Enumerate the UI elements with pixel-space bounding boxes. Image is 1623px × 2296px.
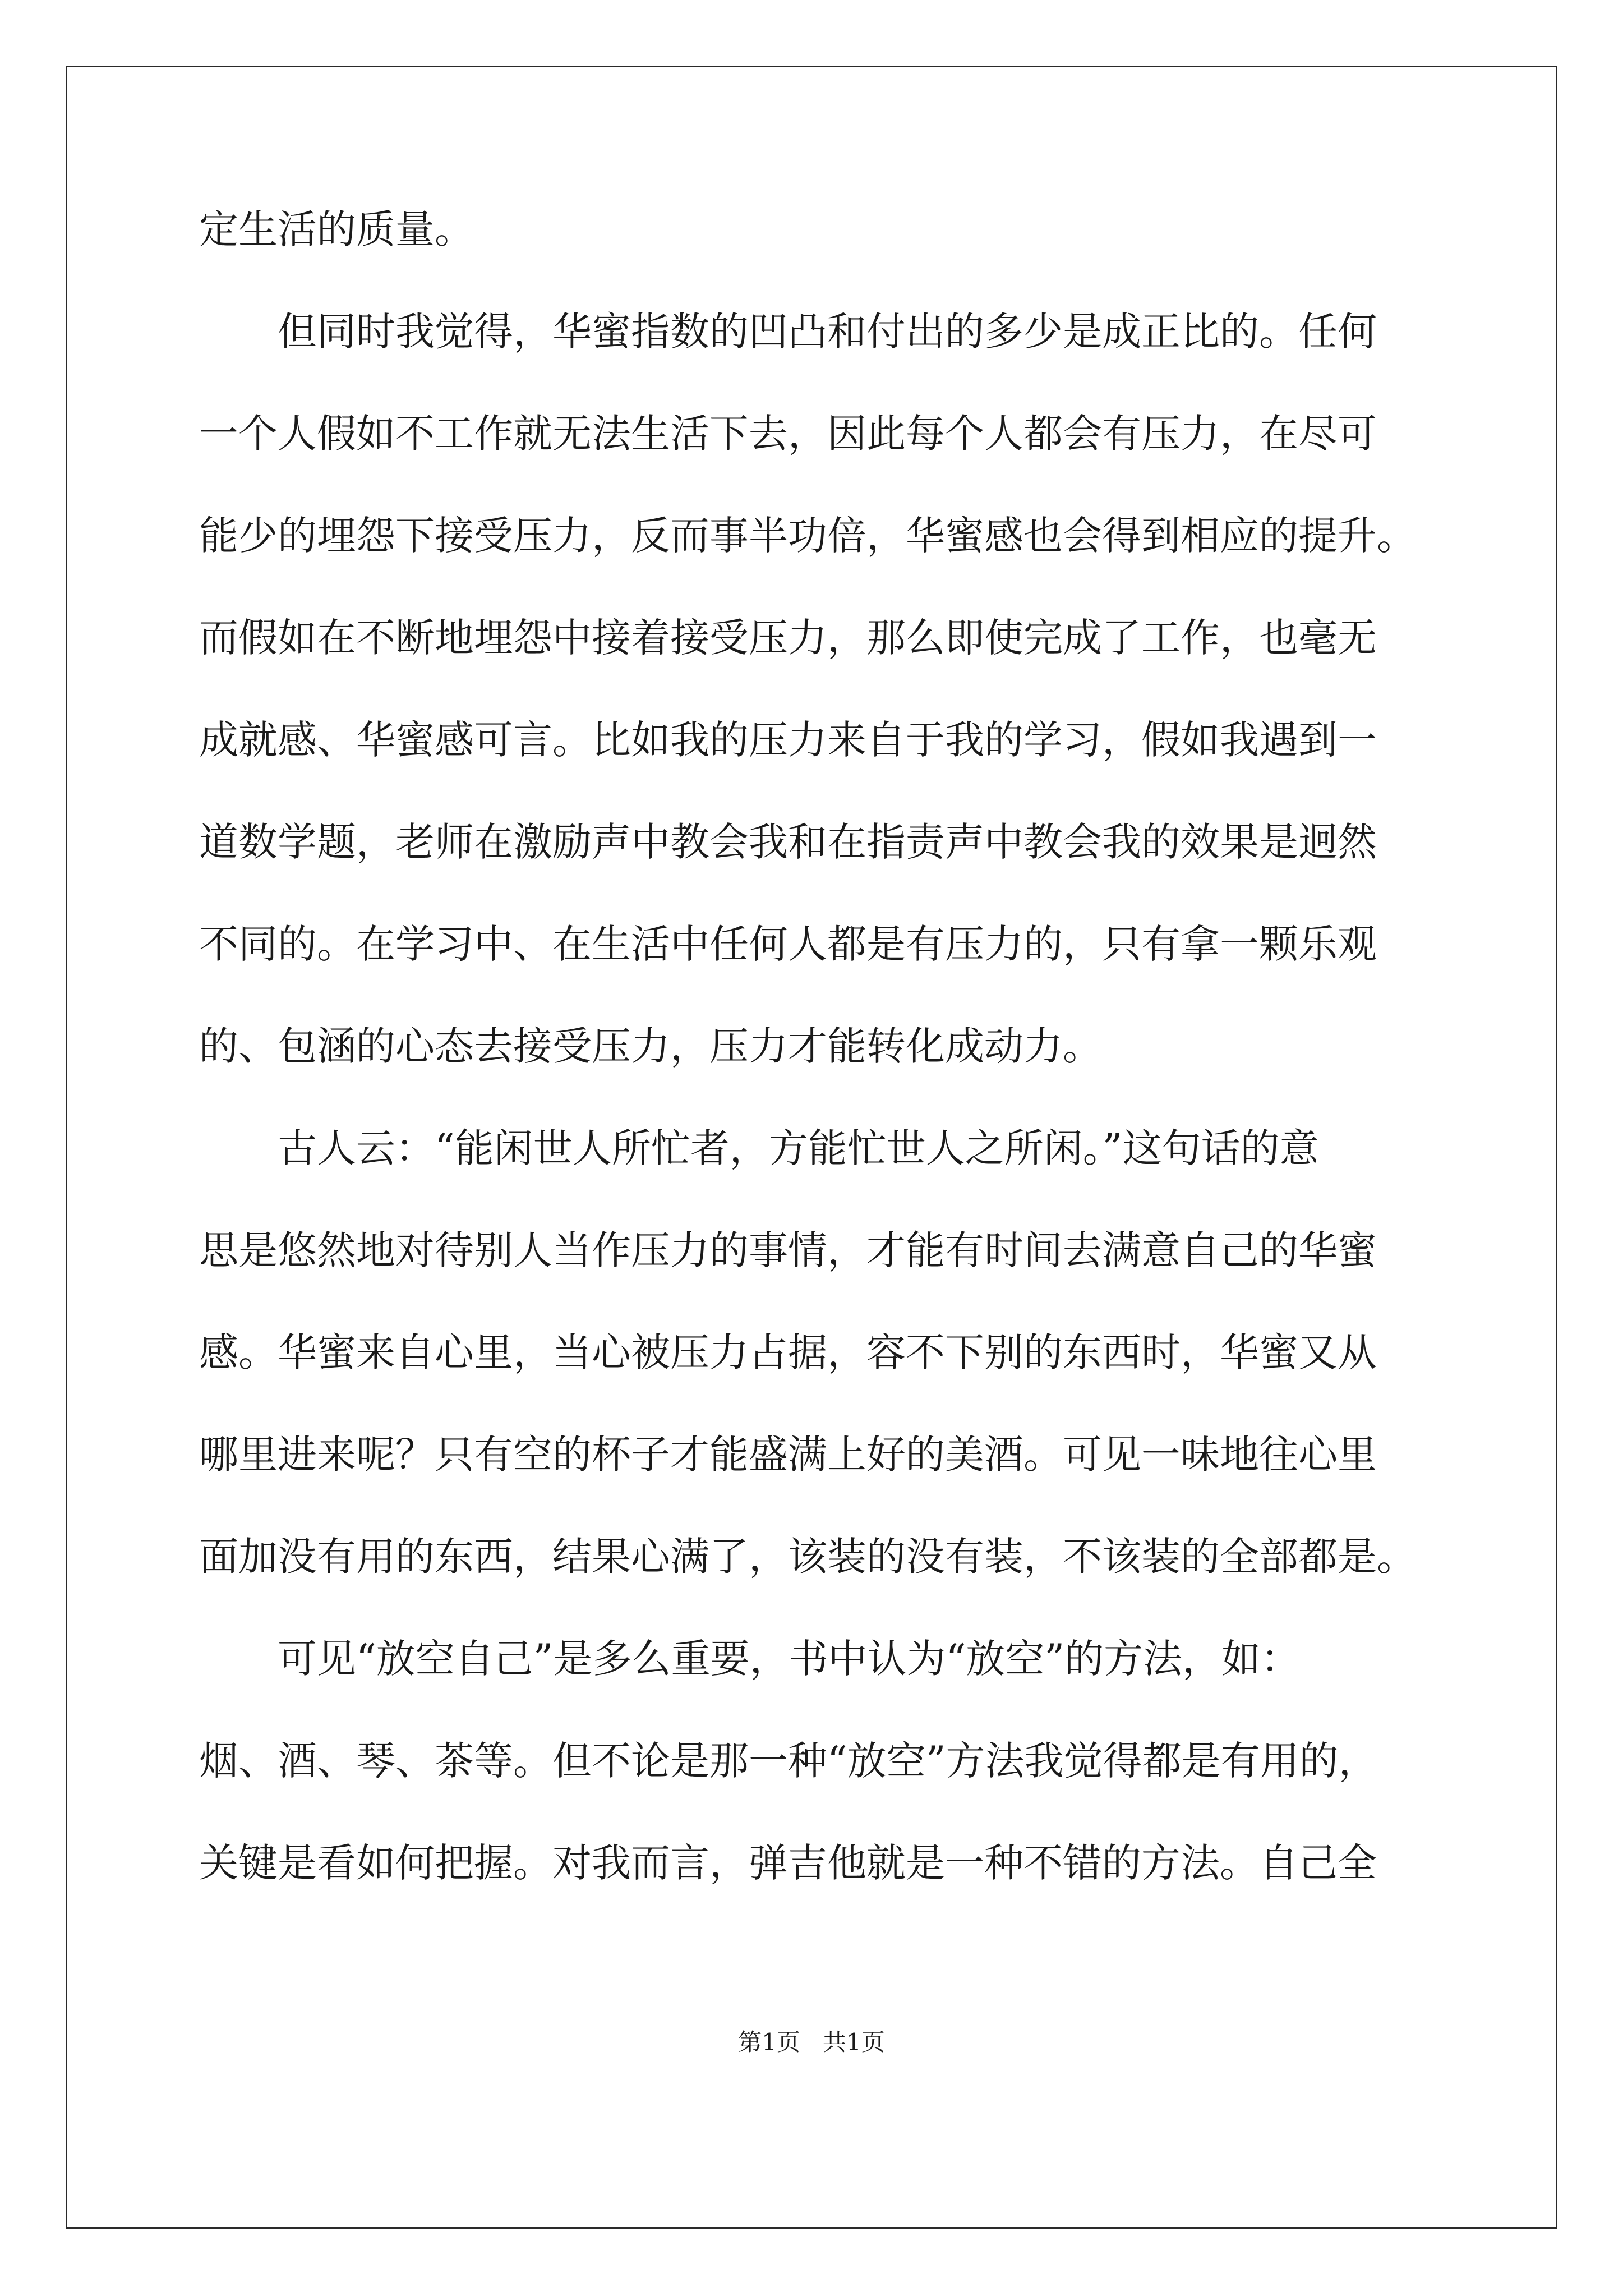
text-line: 一个人假如不工作就无法生活下去，因此每个人都会有压力，在尽可 (199, 411, 1377, 457)
text-line: 思是悠然地对待别人当作压力的事情，才能有时间去满意自己的华蜜 (199, 1227, 1377, 1273)
text-line: 能少的埋怨下接受压力，反而事半功倍，华蜜感也会得到相应的提升。 (199, 513, 1416, 559)
text-line: 定生活的质量。 (199, 206, 474, 252)
text-line: 感。华蜜来自心里，当心被压力占据，容不下别的东西时，华蜜又从 (199, 1329, 1377, 1375)
text-line: 的、包涵的心态去接受压力，压力才能转化成动力。 (199, 1023, 1102, 1069)
text-line: 而假如在不断地埋怨中接着接受压力，那么即使完成了工作，也毫无 (199, 615, 1377, 661)
text-line: 道数学题，老师在激励声中教会我和在指责声中教会我的效果是迥然 (199, 819, 1377, 865)
text-line: 成就感、华蜜感可言。比如我的压力来自于我的学习，假如我遇到一 (199, 717, 1377, 763)
text-line: 面加没有用的东西，结果心满了，该装的没有装，不该装的全部都是。 (199, 1534, 1416, 1580)
text-line: 古人云：“能闲世人所忙者，方能忙世人之所闲。”这句话的意 (278, 1125, 1319, 1171)
page-footer: 第1页 共1页 (738, 2028, 885, 2056)
text-line: 不同的。在学习中、在生活中任何人都是有压力的，只有拿一颗乐观 (199, 921, 1377, 967)
document-body (199, 203, 1433, 1939)
text-line: 哪里进来呢？只有空的杯子才能盛满上好的美酒。可见一味地往心里 (199, 1432, 1377, 1478)
text-line: 可见“放空自己”是多么重要，书中认为“放空”的方法，如： (278, 1636, 1301, 1682)
text-line: 关键是看如何把握。对我而言，弹吉他就是一种不错的方法。自己全 (199, 1840, 1377, 1886)
text-line: 烟、酒、琴、茶等。但不论是那一种“放空”方法我觉得都是有用的， (199, 1738, 1378, 1784)
text-line: 但同时我觉得，华蜜指数的凹凸和付出的多少是成正比的。任何 (278, 309, 1377, 355)
